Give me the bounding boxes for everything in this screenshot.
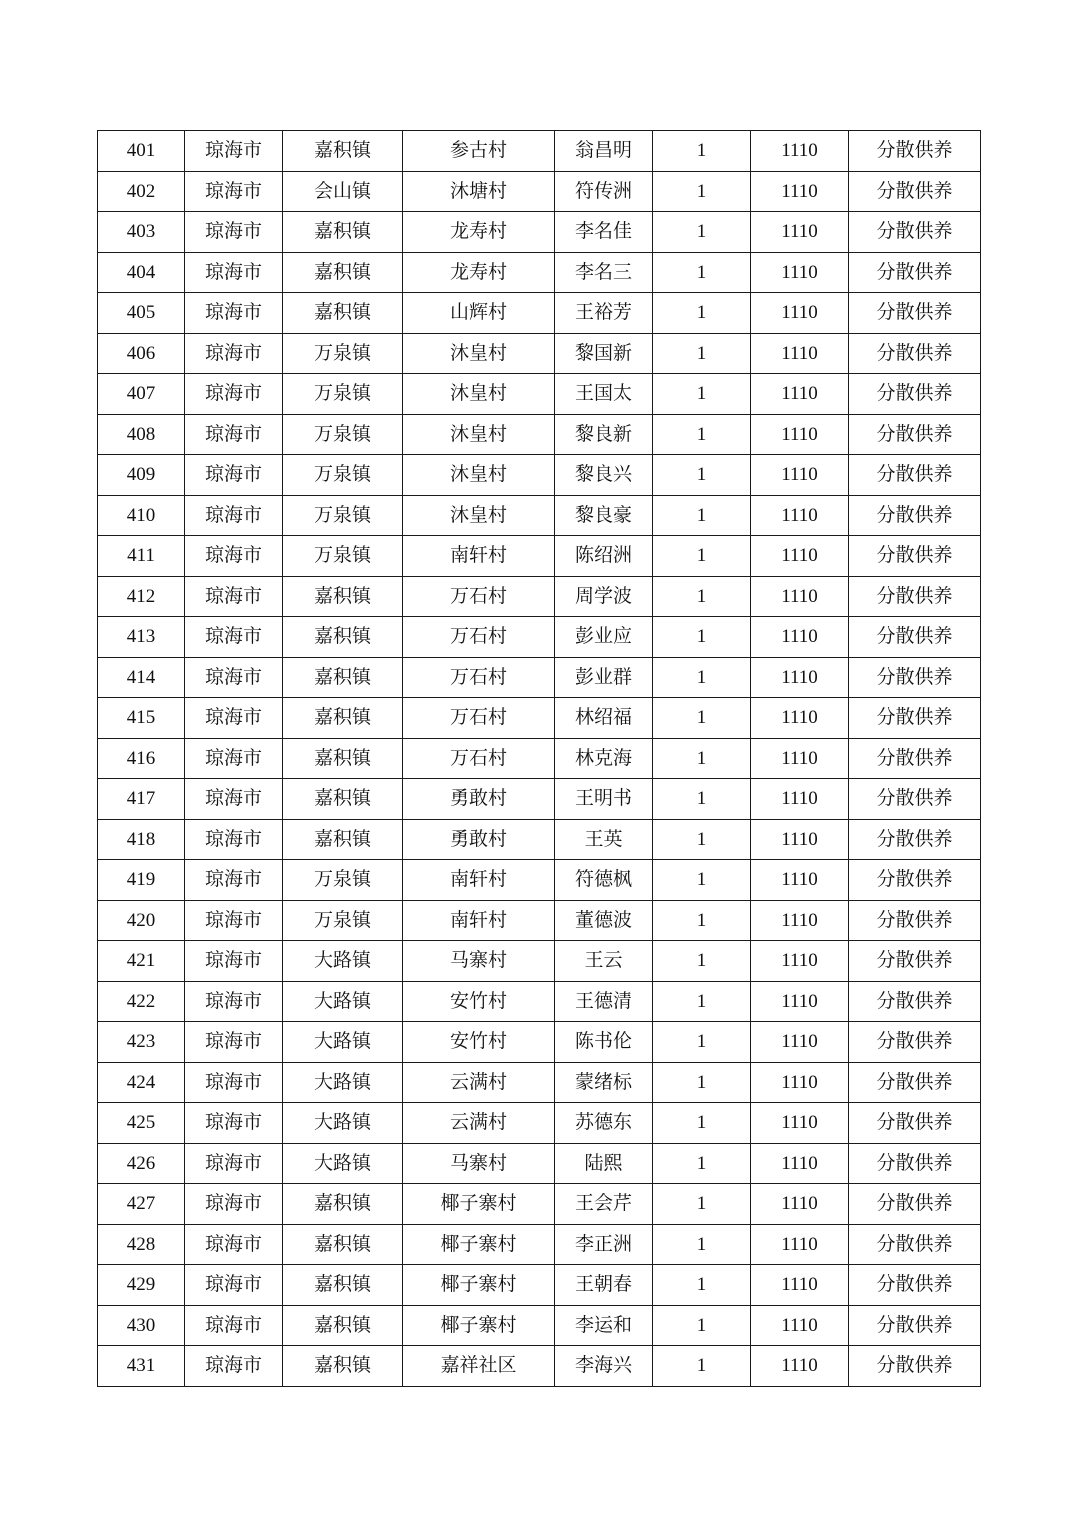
table-row (98, 981, 981, 1022)
amount-cell: 1110 (751, 1143, 849, 1184)
town-cell: 嘉积镇 (283, 1224, 403, 1265)
amount-cell: 1110 (751, 981, 849, 1022)
count-cell: 1 (653, 1346, 751, 1387)
name-cell: 林克海 (555, 738, 653, 779)
support-type-cell: 分散供养 (849, 617, 981, 658)
table-row (98, 617, 981, 658)
support-type-cell: 分散供养 (849, 738, 981, 779)
table-row (98, 738, 981, 779)
amount-cell: 1110 (751, 1022, 849, 1063)
name-cell: 彭业应 (555, 617, 653, 658)
village-cell: 嘉祥社区 (403, 1346, 555, 1387)
amount-cell: 1110 (751, 779, 849, 820)
serial-cell: 402 (98, 171, 185, 212)
city-cell: 琼海市 (185, 1224, 283, 1265)
town-cell: 万泉镇 (283, 455, 403, 496)
village-cell: 南轩村 (403, 900, 555, 941)
serial-cell: 426 (98, 1143, 185, 1184)
town-cell: 会山镇 (283, 171, 403, 212)
city-cell: 琼海市 (185, 617, 283, 658)
town-cell: 嘉积镇 (283, 576, 403, 617)
city-cell: 琼海市 (185, 414, 283, 455)
name-cell: 彭业群 (555, 657, 653, 698)
name-cell: 王会芹 (555, 1184, 653, 1225)
count-cell: 1 (653, 1143, 751, 1184)
town-cell: 嘉积镇 (283, 131, 403, 172)
town-cell: 嘉积镇 (283, 617, 403, 658)
serial-cell: 409 (98, 455, 185, 496)
count-cell: 1 (653, 900, 751, 941)
count-cell: 1 (653, 1062, 751, 1103)
amount-cell: 1110 (751, 900, 849, 941)
name-cell: 王朝春 (555, 1265, 653, 1306)
count-cell: 1 (653, 1184, 751, 1225)
table-row (98, 495, 981, 536)
city-cell: 琼海市 (185, 860, 283, 901)
village-cell: 沐皇村 (403, 374, 555, 415)
serial-cell: 431 (98, 1346, 185, 1387)
name-cell: 董德波 (555, 900, 653, 941)
support-type-cell: 分散供养 (849, 698, 981, 739)
count-cell: 1 (653, 171, 751, 212)
name-cell: 李运和 (555, 1305, 653, 1346)
name-cell: 符德枫 (555, 860, 653, 901)
town-cell: 嘉积镇 (283, 1184, 403, 1225)
support-type-cell: 分散供养 (849, 941, 981, 982)
table-row (98, 860, 981, 901)
town-cell: 嘉积镇 (283, 819, 403, 860)
support-type-cell: 分散供养 (849, 779, 981, 820)
city-cell: 琼海市 (185, 981, 283, 1022)
amount-cell: 1110 (751, 576, 849, 617)
count-cell: 1 (653, 293, 751, 334)
table-row (98, 819, 981, 860)
name-cell: 苏德东 (555, 1103, 653, 1144)
city-cell: 琼海市 (185, 293, 283, 334)
serial-cell: 404 (98, 252, 185, 293)
serial-cell: 427 (98, 1184, 185, 1225)
serial-cell: 417 (98, 779, 185, 820)
city-cell: 琼海市 (185, 252, 283, 293)
serial-cell: 415 (98, 698, 185, 739)
village-cell: 马寨村 (403, 941, 555, 982)
town-cell: 嘉积镇 (283, 212, 403, 253)
count-cell: 1 (653, 698, 751, 739)
name-cell: 林绍福 (555, 698, 653, 739)
village-cell: 沐皇村 (403, 495, 555, 536)
town-cell: 嘉积镇 (283, 657, 403, 698)
amount-cell: 1110 (751, 536, 849, 577)
village-cell: 万石村 (403, 576, 555, 617)
count-cell: 1 (653, 374, 751, 415)
support-type-cell: 分散供养 (849, 1103, 981, 1144)
village-cell: 椰子寨村 (403, 1305, 555, 1346)
city-cell: 琼海市 (185, 212, 283, 253)
table-row (98, 1062, 981, 1103)
village-cell: 云满村 (403, 1103, 555, 1144)
town-cell: 嘉积镇 (283, 293, 403, 334)
town-cell: 大路镇 (283, 981, 403, 1022)
support-type-cell: 分散供养 (849, 981, 981, 1022)
town-cell: 万泉镇 (283, 536, 403, 577)
support-type-cell: 分散供养 (849, 900, 981, 941)
support-type-cell: 分散供养 (849, 1062, 981, 1103)
city-cell: 琼海市 (185, 1346, 283, 1387)
count-cell: 1 (653, 819, 751, 860)
name-cell: 黎国新 (555, 333, 653, 374)
name-cell: 王裕芳 (555, 293, 653, 334)
city-cell: 琼海市 (185, 1184, 283, 1225)
village-cell: 万石村 (403, 698, 555, 739)
serial-cell: 413 (98, 617, 185, 658)
roster-table (97, 130, 981, 1387)
table-row (98, 941, 981, 982)
town-cell: 万泉镇 (283, 900, 403, 941)
serial-cell: 419 (98, 860, 185, 901)
serial-cell: 408 (98, 414, 185, 455)
amount-cell: 1110 (751, 819, 849, 860)
town-cell: 万泉镇 (283, 414, 403, 455)
village-cell: 勇敢村 (403, 819, 555, 860)
name-cell: 蒙绪标 (555, 1062, 653, 1103)
amount-cell: 1110 (751, 617, 849, 658)
town-cell: 万泉镇 (283, 374, 403, 415)
count-cell: 1 (653, 333, 751, 374)
name-cell: 王国太 (555, 374, 653, 415)
amount-cell: 1110 (751, 1346, 849, 1387)
serial-cell: 406 (98, 333, 185, 374)
count-cell: 1 (653, 495, 751, 536)
amount-cell: 1110 (751, 171, 849, 212)
count-cell: 1 (653, 212, 751, 253)
table-row (98, 131, 981, 172)
name-cell: 陆熙 (555, 1143, 653, 1184)
city-cell: 琼海市 (185, 576, 283, 617)
city-cell: 琼海市 (185, 536, 283, 577)
village-cell: 椰子寨村 (403, 1184, 555, 1225)
town-cell: 大路镇 (283, 1143, 403, 1184)
town-cell: 万泉镇 (283, 333, 403, 374)
town-cell: 大路镇 (283, 1103, 403, 1144)
town-cell: 大路镇 (283, 1022, 403, 1063)
city-cell: 琼海市 (185, 131, 283, 172)
support-type-cell: 分散供养 (849, 1143, 981, 1184)
village-cell: 南轩村 (403, 536, 555, 577)
table-row (98, 1265, 981, 1306)
town-cell: 嘉积镇 (283, 698, 403, 739)
city-cell: 琼海市 (185, 1305, 283, 1346)
city-cell: 琼海市 (185, 171, 283, 212)
town-cell: 万泉镇 (283, 495, 403, 536)
serial-cell: 425 (98, 1103, 185, 1144)
table-row (98, 1224, 981, 1265)
support-type-cell: 分散供养 (849, 819, 981, 860)
name-cell: 王英 (555, 819, 653, 860)
name-cell: 李名三 (555, 252, 653, 293)
serial-cell: 430 (98, 1305, 185, 1346)
count-cell: 1 (653, 131, 751, 172)
amount-cell: 1110 (751, 1184, 849, 1225)
support-type-cell: 分散供养 (849, 1305, 981, 1346)
city-cell: 琼海市 (185, 1143, 283, 1184)
town-cell: 嘉积镇 (283, 252, 403, 293)
village-cell: 椰子寨村 (403, 1265, 555, 1306)
name-cell: 黎良兴 (555, 455, 653, 496)
village-cell: 沐塘村 (403, 171, 555, 212)
serial-cell: 424 (98, 1062, 185, 1103)
support-type-cell: 分散供养 (849, 1265, 981, 1306)
count-cell: 1 (653, 1103, 751, 1144)
support-type-cell: 分散供养 (849, 1022, 981, 1063)
amount-cell: 1110 (751, 455, 849, 496)
city-cell: 琼海市 (185, 1062, 283, 1103)
support-type-cell: 分散供养 (849, 414, 981, 455)
serial-cell: 416 (98, 738, 185, 779)
village-cell: 沐皇村 (403, 333, 555, 374)
support-type-cell: 分散供养 (849, 576, 981, 617)
city-cell: 琼海市 (185, 657, 283, 698)
village-cell: 南轩村 (403, 860, 555, 901)
table-row (98, 212, 981, 253)
city-cell: 琼海市 (185, 941, 283, 982)
table-row (98, 1143, 981, 1184)
name-cell: 李海兴 (555, 1346, 653, 1387)
table-row (98, 414, 981, 455)
village-cell: 沐皇村 (403, 455, 555, 496)
table-row (98, 1103, 981, 1144)
serial-cell: 405 (98, 293, 185, 334)
amount-cell: 1110 (751, 495, 849, 536)
town-cell: 大路镇 (283, 1062, 403, 1103)
amount-cell: 1110 (751, 1265, 849, 1306)
village-cell: 万石村 (403, 657, 555, 698)
table-row (98, 293, 981, 334)
count-cell: 1 (653, 1224, 751, 1265)
village-cell: 云满村 (403, 1062, 555, 1103)
serial-cell: 401 (98, 131, 185, 172)
amount-cell: 1110 (751, 738, 849, 779)
village-cell: 万石村 (403, 738, 555, 779)
table-row (98, 252, 981, 293)
support-type-cell: 分散供养 (849, 333, 981, 374)
support-type-cell: 分散供养 (849, 495, 981, 536)
amount-cell: 1110 (751, 293, 849, 334)
name-cell: 黎良新 (555, 414, 653, 455)
amount-cell: 1110 (751, 1062, 849, 1103)
name-cell: 李正洲 (555, 1224, 653, 1265)
town-cell: 嘉积镇 (283, 738, 403, 779)
city-cell: 琼海市 (185, 819, 283, 860)
roster-body (98, 131, 981, 1387)
amount-cell: 1110 (751, 1224, 849, 1265)
serial-cell: 423 (98, 1022, 185, 1063)
village-cell: 马寨村 (403, 1143, 555, 1184)
amount-cell: 1110 (751, 860, 849, 901)
support-type-cell: 分散供养 (849, 212, 981, 253)
village-cell: 万石村 (403, 617, 555, 658)
count-cell: 1 (653, 779, 751, 820)
town-cell: 万泉镇 (283, 860, 403, 901)
count-cell: 1 (653, 1305, 751, 1346)
name-cell: 符传洲 (555, 171, 653, 212)
city-cell: 琼海市 (185, 1103, 283, 1144)
town-cell: 大路镇 (283, 941, 403, 982)
amount-cell: 1110 (751, 657, 849, 698)
amount-cell: 1110 (751, 374, 849, 415)
table-row (98, 657, 981, 698)
table-row (98, 333, 981, 374)
count-cell: 1 (653, 1265, 751, 1306)
support-type-cell: 分散供养 (849, 131, 981, 172)
count-cell: 1 (653, 1022, 751, 1063)
town-cell: 嘉积镇 (283, 779, 403, 820)
table-row (98, 1305, 981, 1346)
count-cell: 1 (653, 414, 751, 455)
village-cell: 山辉村 (403, 293, 555, 334)
city-cell: 琼海市 (185, 495, 283, 536)
count-cell: 1 (653, 536, 751, 577)
support-type-cell: 分散供养 (849, 374, 981, 415)
support-type-cell: 分散供养 (849, 1346, 981, 1387)
table-row (98, 374, 981, 415)
name-cell: 黎良豪 (555, 495, 653, 536)
table-row (98, 536, 981, 577)
support-type-cell: 分散供养 (849, 536, 981, 577)
city-cell: 琼海市 (185, 738, 283, 779)
support-type-cell: 分散供养 (849, 860, 981, 901)
count-cell: 1 (653, 576, 751, 617)
count-cell: 1 (653, 455, 751, 496)
town-cell: 嘉积镇 (283, 1265, 403, 1306)
name-cell: 王明书 (555, 779, 653, 820)
city-cell: 琼海市 (185, 1265, 283, 1306)
serial-cell: 403 (98, 212, 185, 253)
table-row (98, 1022, 981, 1063)
table-row (98, 455, 981, 496)
amount-cell: 1110 (751, 252, 849, 293)
name-cell: 陈书伦 (555, 1022, 653, 1063)
table-row (98, 576, 981, 617)
city-cell: 琼海市 (185, 333, 283, 374)
table-row (98, 698, 981, 739)
serial-cell: 411 (98, 536, 185, 577)
count-cell: 1 (653, 657, 751, 698)
village-cell: 龙寿村 (403, 252, 555, 293)
village-cell: 椰子寨村 (403, 1224, 555, 1265)
village-cell: 安竹村 (403, 981, 555, 1022)
town-cell: 嘉积镇 (283, 1305, 403, 1346)
support-type-cell: 分散供养 (849, 1224, 981, 1265)
count-cell: 1 (653, 617, 751, 658)
village-cell: 龙寿村 (403, 212, 555, 253)
serial-cell: 410 (98, 495, 185, 536)
city-cell: 琼海市 (185, 779, 283, 820)
support-type-cell: 分散供养 (849, 171, 981, 212)
count-cell: 1 (653, 981, 751, 1022)
village-cell: 安竹村 (403, 1022, 555, 1063)
serial-cell: 414 (98, 657, 185, 698)
table-row (98, 171, 981, 212)
name-cell: 周学波 (555, 576, 653, 617)
support-type-cell: 分散供养 (849, 657, 981, 698)
name-cell: 王德清 (555, 981, 653, 1022)
amount-cell: 1110 (751, 698, 849, 739)
serial-cell: 429 (98, 1265, 185, 1306)
town-cell: 嘉积镇 (283, 1346, 403, 1387)
city-cell: 琼海市 (185, 900, 283, 941)
amount-cell: 1110 (751, 1305, 849, 1346)
city-cell: 琼海市 (185, 455, 283, 496)
table-row (98, 900, 981, 941)
name-cell: 王云 (555, 941, 653, 982)
name-cell: 陈绍洲 (555, 536, 653, 577)
support-type-cell: 分散供养 (849, 252, 981, 293)
name-cell: 李名佳 (555, 212, 653, 253)
village-cell: 沐皇村 (403, 414, 555, 455)
city-cell: 琼海市 (185, 1022, 283, 1063)
table-row (98, 1184, 981, 1225)
serial-cell: 428 (98, 1224, 185, 1265)
village-cell: 参古村 (403, 131, 555, 172)
serial-cell: 420 (98, 900, 185, 941)
count-cell: 1 (653, 738, 751, 779)
village-cell: 勇敢村 (403, 779, 555, 820)
amount-cell: 1110 (751, 131, 849, 172)
support-type-cell: 分散供养 (849, 1184, 981, 1225)
support-type-cell: 分散供养 (849, 293, 981, 334)
serial-cell: 422 (98, 981, 185, 1022)
count-cell: 1 (653, 941, 751, 982)
city-cell: 琼海市 (185, 698, 283, 739)
serial-cell: 412 (98, 576, 185, 617)
table-row (98, 779, 981, 820)
count-cell: 1 (653, 860, 751, 901)
serial-cell: 421 (98, 941, 185, 982)
table-row (98, 1346, 981, 1387)
amount-cell: 1110 (751, 333, 849, 374)
amount-cell: 1110 (751, 212, 849, 253)
city-cell: 琼海市 (185, 374, 283, 415)
amount-cell: 1110 (751, 941, 849, 982)
amount-cell: 1110 (751, 1103, 849, 1144)
name-cell: 翁昌明 (555, 131, 653, 172)
serial-cell: 418 (98, 819, 185, 860)
serial-cell: 407 (98, 374, 185, 415)
count-cell: 1 (653, 252, 751, 293)
support-type-cell: 分散供养 (849, 455, 981, 496)
amount-cell: 1110 (751, 414, 849, 455)
